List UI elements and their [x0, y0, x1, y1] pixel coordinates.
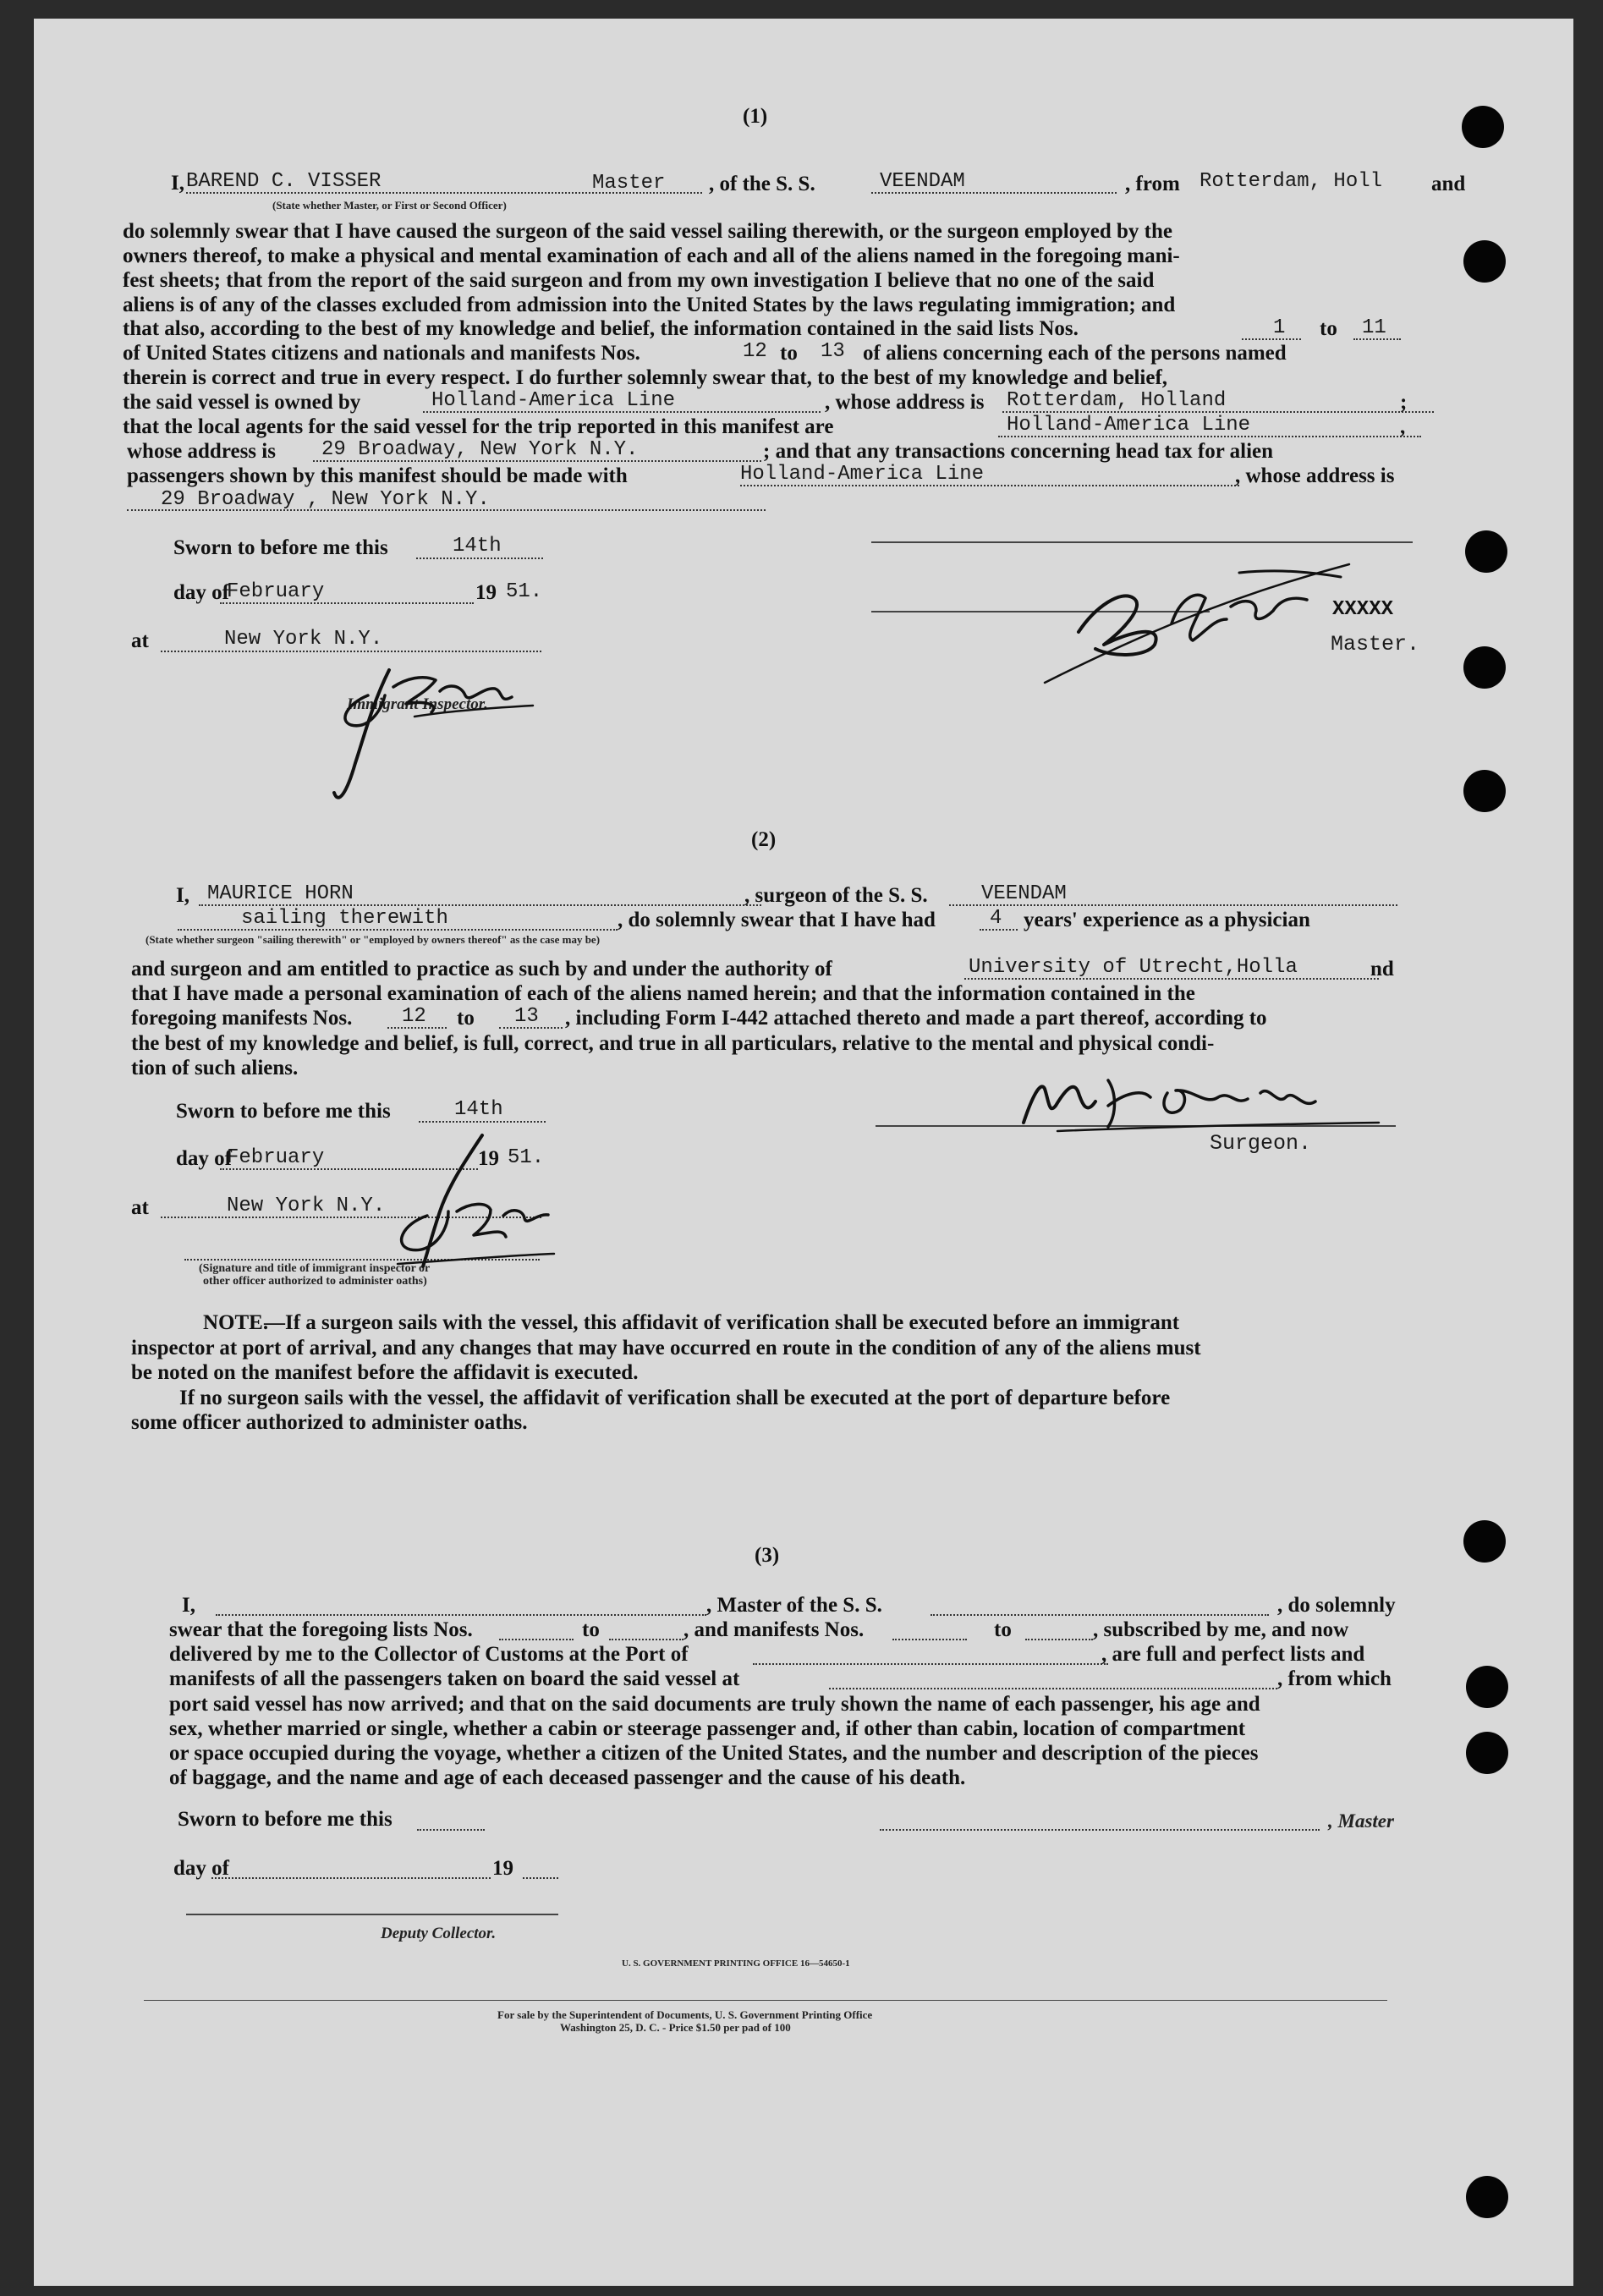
vessel-name-line — [949, 904, 1397, 906]
sworn-month-line — [220, 602, 474, 604]
master-name-blank — [216, 1614, 706, 1616]
sale-line-2: Washington 25, D. C. - Price $1.50 per pad of 100 — [560, 2021, 791, 2034]
affidavit-3-body — [169, 1692, 1260, 1790]
year-prefix: 19 — [475, 581, 497, 604]
surgeon-caption: Surgeon. — [1210, 1131, 1312, 1156]
year-blank — [523, 1877, 558, 1879]
surgeon-name: MAURICE HORN — [207, 882, 354, 905]
agents-address: 29 Broadway, New York N.Y. — [321, 438, 639, 461]
authority-end: nd — [1370, 958, 1394, 980]
authority-line — [964, 978, 1379, 980]
head-tax-party: Holland-America Line — [740, 463, 985, 486]
agents: Holland-America Line — [1007, 414, 1251, 437]
inspector-signature — [288, 645, 567, 814]
year-prefix: 19 — [492, 1857, 513, 1880]
manifests-from: 12 — [402, 1005, 426, 1028]
collector-caption: Deputy Collector. — [381, 1925, 497, 1942]
of-the-ss-label: , of the S. S. — [709, 173, 815, 195]
semicolon: ; — [1400, 391, 1408, 414]
swear-text: , do solemnly swear that I have had — [618, 909, 936, 931]
officer-caption-1: (Signature and title of immigrant inspector or — [199, 1262, 431, 1275]
body-line: do solemnly swear that I have caused the surgeon of the said vessel sailing therewith, or the surgeon employed by the — [123, 220, 1172, 243]
note-line: be noted on the manifest before the affidavit is executed. — [131, 1361, 639, 1384]
owned-by-text: the said vessel is owned by — [123, 391, 361, 414]
sworn-day-line — [416, 558, 543, 559]
manifests-text: , and manifests Nos. — [683, 1618, 865, 1641]
manifests-to: 13 — [514, 1005, 539, 1028]
manifests-text: of United States citizens and nationals and manifests Nos. — [123, 342, 640, 365]
vessel-name-line — [871, 192, 1117, 194]
section-2-number: (2) — [751, 828, 777, 851]
i-prefix: I, — [171, 172, 184, 195]
head-tax-address-line — [127, 509, 766, 511]
lists-perfect-text: , are full and perfect lists and — [1101, 1643, 1365, 1666]
sworn-label: Sworn to before me this — [178, 1808, 393, 1831]
at-label: at — [131, 629, 149, 652]
delivered-text: delivered by me to the Collector of Customs at the Port of — [169, 1643, 689, 1666]
vessel-blank — [931, 1614, 1269, 1616]
day-of-label: day of — [173, 581, 229, 604]
lists-to-line — [1353, 338, 1401, 340]
binder-hole — [1466, 1666, 1508, 1708]
status-caption: (State whether surgeon "sailing therewith" or "employed by owners thereof" as the case may be) — [145, 933, 601, 946]
manifests-all-text: manifests of all the passengers taken on board the said vessel at — [169, 1667, 740, 1690]
from-place: Rotterdam, Holl — [1200, 170, 1383, 193]
officer-caption-2: other officer authorized to administer oaths) — [203, 1275, 427, 1288]
surgeon-name-line — [199, 904, 761, 906]
lists-from: 1 — [1273, 316, 1286, 339]
note-line-1: —If a surgeon sails with the vessel, this affidavit of verification shall be executed before an immigrant — [264, 1311, 1180, 1334]
section-3-number: (3) — [755, 1544, 780, 1567]
form-sheet — [34, 19, 1573, 2286]
printing-office-imprint: U. S. GOVERNMENT PRINTING OFFICE 16—54650-1 — [622, 1958, 850, 1969]
owner-address-line — [1002, 411, 1434, 413]
affidavit-1-body — [123, 219, 1180, 317]
sworn-place: New York N.Y. — [227, 1195, 386, 1217]
body-line: sex, whether married or single, whether a cabin or steerage passenger and, if other than cabin, location of compartment — [169, 1717, 1246, 1740]
month-blank — [211, 1877, 491, 1879]
master-title: Master — [592, 172, 666, 195]
officer-signature — [321, 1118, 575, 1296]
lists-from-blank — [499, 1639, 574, 1640]
whose-address-text: , whose address is — [1235, 464, 1395, 487]
agents-line — [998, 436, 1421, 437]
day-of-label: day of — [176, 1147, 232, 1170]
binder-hole — [1463, 646, 1506, 689]
authority-text: and surgeon and am entitled to practice as such by and under the authority of — [131, 958, 832, 980]
year-prefix: 19 — [478, 1147, 499, 1170]
surgeon-signature — [990, 1046, 1413, 1148]
head-tax-text: ; and that any transactions concerning head tax for alien — [763, 440, 1274, 463]
manifests-from-blank — [892, 1639, 967, 1640]
solemnly-text: , do solemnly — [1277, 1594, 1396, 1617]
manifests-text: foregoing manifests Nos. — [131, 1007, 353, 1030]
footer-rule — [144, 2000, 1387, 2001]
owner-line — [423, 411, 821, 413]
note-line-5: some officer authorized to administer oaths. — [131, 1411, 528, 1434]
sale-line-1: For sale by the Superintendent of Documents, U. S. Government Printing Office — [497, 2008, 873, 2021]
master-signature-blank — [880, 1829, 1320, 1831]
head-tax-address: 29 Broadway , New York N.Y. — [161, 488, 490, 511]
section-1-number: (1) — [743, 105, 768, 128]
note-line-4: If no surgeon sails with the vessel, the affidavit of verification shall be executed at the port of departure before — [179, 1387, 1171, 1409]
form-text: , including Form I-442 attached thereto and made a part thereof, according to — [565, 1007, 1267, 1030]
from-which-text: , from which — [1277, 1667, 1392, 1690]
port-blank — [753, 1663, 1108, 1665]
sworn-day: 14th — [454, 1098, 503, 1121]
owner: Holland-America Line — [431, 389, 676, 412]
master-signature — [1028, 539, 1383, 708]
to-word: to — [457, 1007, 475, 1030]
sworn-label: Sworn to before me this — [176, 1100, 391, 1123]
master-of-label: , Master of the S. S. — [706, 1594, 882, 1617]
lists-to: 11 — [1362, 316, 1386, 339]
surgeon-status: sailing therewith — [241, 907, 448, 930]
vessel-name: VEENDAM — [880, 170, 965, 193]
to-word: to — [780, 342, 798, 365]
manifests-from: 12 — [743, 340, 767, 363]
master-caption: Master. — [1331, 632, 1420, 656]
sworn-month: February — [227, 1146, 325, 1169]
vessel-name: VEENDAM — [981, 882, 1067, 905]
to-word: to — [582, 1618, 600, 1641]
at-label: at — [131, 1196, 149, 1219]
manifests-to: 13 — [821, 340, 845, 363]
years: 4 — [990, 907, 1002, 930]
binder-hole — [1462, 106, 1504, 148]
surgeon-of-label: , surgeon of the S. S. — [744, 884, 928, 907]
to-word: to — [1320, 317, 1337, 340]
master-caption: , Master — [1328, 1810, 1394, 1832]
address-text: , whose address is — [825, 391, 985, 414]
agents-address-line — [313, 460, 761, 462]
surgeon-status-line — [178, 929, 618, 931]
inspector-caption: Immigrant Inspector. — [347, 695, 488, 713]
binder-hole — [1466, 1732, 1508, 1774]
binder-hole — [1463, 1520, 1506, 1563]
binder-hole — [1466, 2176, 1508, 2218]
body-line: tion of such aliens. — [131, 1057, 299, 1079]
day-of-label: day of — [173, 1857, 229, 1880]
sworn-day-blank — [417, 1829, 485, 1831]
sworn-month: February — [227, 580, 325, 603]
body-line: or space occupied during the voyage, whether a citizen of the United States, and the number and description of the pieces — [169, 1742, 1259, 1765]
master-name: BAREND C. VISSER — [186, 170, 382, 193]
to-word: to — [994, 1618, 1012, 1641]
year-suffix: 51. — [508, 1146, 545, 1169]
manifests-from-line — [387, 1027, 447, 1029]
body-line: that I have made a personal examination of each of the aliens named herein; and that the information contained in the — [131, 982, 1195, 1005]
departure-port-blank — [829, 1688, 1277, 1689]
manifests-to-blank — [1025, 1639, 1093, 1640]
body-line: port said vessel has now arrived; and that on the said documents are truly shown the name of each passenger, his age and — [169, 1693, 1260, 1716]
body-line: aliens is of any of the classes excluded from admission into the United States by the laws regulating immigration; and — [123, 294, 1176, 316]
binder-hole — [1465, 530, 1507, 573]
i-prefix: I, — [182, 1594, 195, 1617]
year-suffix: 51. — [506, 580, 543, 603]
i-prefix: I, — [176, 884, 189, 907]
sworn-place: New York N.Y. — [224, 628, 383, 651]
note-line: inspector at port of arrival, and any changes that may have occurred en route in the condition of any of the aliens must — [131, 1337, 1201, 1359]
passengers-text: passengers shown by this manifest should be made with — [127, 464, 628, 487]
note-body — [131, 1336, 1201, 1385]
lists-from-line — [1242, 338, 1301, 340]
head-tax-party-line — [740, 485, 1239, 486]
lists-text: swear that the foregoing lists Nos. — [169, 1618, 473, 1641]
lists-text: that also, according to the best of my knowledge and belief, the information contained in the said lists Nos. — [123, 317, 1079, 340]
collector-signature-line — [186, 1914, 558, 1915]
from-label: , from — [1125, 173, 1180, 195]
note-label: NOTE. — [203, 1311, 269, 1334]
body-line: therein is correct and true in every respect. I do further solemnly swear that, to the best of my knowledge and belief, — [123, 366, 1168, 389]
lists-to-blank — [609, 1639, 683, 1640]
struck-text: XXXXX — [1332, 598, 1394, 621]
manifests-to-line — [499, 1027, 563, 1029]
authority: University of Utrecht,Holla — [969, 956, 1298, 979]
and-word: and — [1431, 173, 1466, 195]
sworn-label: Sworn to before me this — [173, 536, 388, 559]
body-line: fest sheets; that from the report of the said surgeon and from my own investigation I believe that no one of the said — [123, 269, 1155, 292]
body-line: the best of my knowledge and belief, is full, correct, and true in all particulars, relative to the mental and physical condi- — [131, 1032, 1215, 1055]
subscribed-text: , subscribed by me, and now — [1093, 1618, 1349, 1641]
agents-text: that the local agents for the said vessel for the trip reported in this manifest are — [123, 415, 834, 438]
comma: , — [1400, 415, 1406, 438]
years-text: years' experience as a physician — [1024, 909, 1310, 931]
title-caption: (State whether Master, or First or Second Officer) — [272, 199, 507, 211]
owner-address: Rotterdam, Holland — [1007, 389, 1227, 412]
persons-text: of aliens concerning each of the persons named — [863, 342, 1287, 365]
body-line: owners thereof, to make a physical and mental examination of each and all of the aliens named in the foregoing mani- — [123, 244, 1180, 267]
body-line: of baggage, and the name and age of each deceased passenger and the cause of his death. — [169, 1766, 966, 1789]
binder-hole — [1463, 240, 1506, 283]
binder-hole — [1463, 770, 1506, 812]
sworn-day: 14th — [453, 535, 502, 558]
years-line — [980, 929, 1018, 931]
agents-address-text: whose address is — [127, 440, 276, 463]
